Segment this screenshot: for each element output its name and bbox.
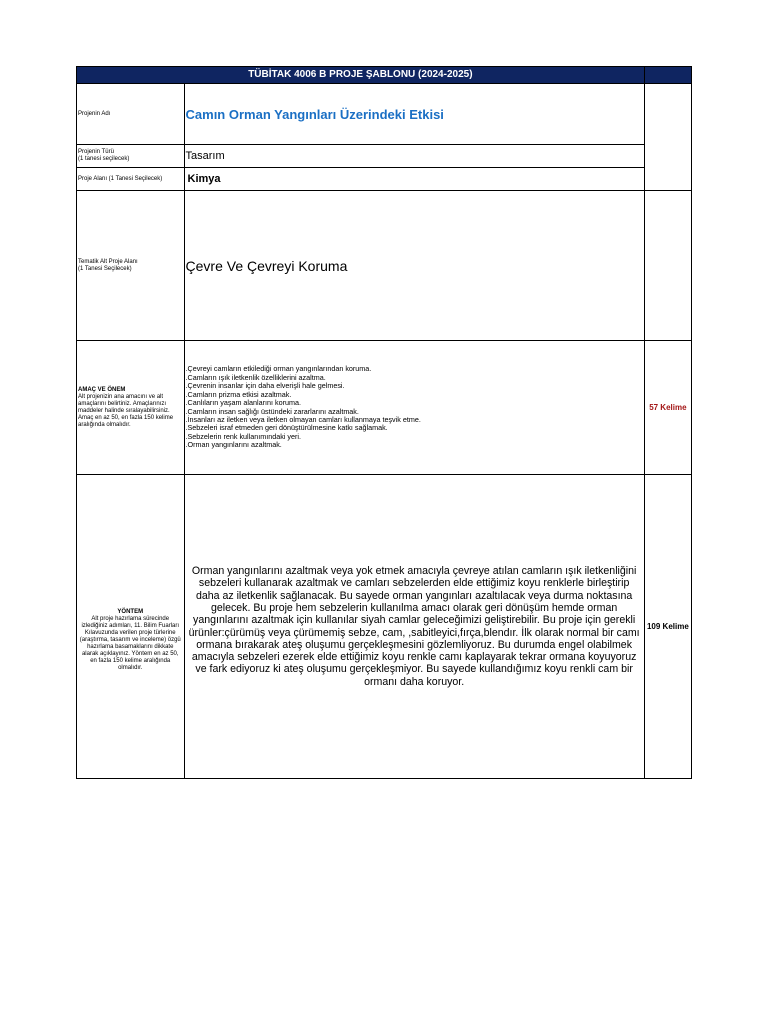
- aim-item: .Canlıların yaşam alanlarını koruma.: [185, 398, 301, 408]
- aim-item: .Sebzelerin renk kullanımındaki yeri.: [185, 431, 301, 441]
- project-name-value[interactable]: Camın Orman Yangınları Üzerindeki Etkisi: [184, 84, 644, 145]
- method-content[interactable]: [184, 475, 644, 779]
- aim-item: .Camların ışık iletkenlik özelliklerini azaltma.: [185, 372, 326, 382]
- template-title: TÜBİTAK 4006 B PROJE ŞABLONU (2024-2025): [77, 67, 645, 84]
- aim-item: .Sebzeleri israf etmeden geri dönüştürülmesine katkı sağlamak.: [185, 423, 388, 433]
- project-area-row: [77, 168, 692, 191]
- aim-item: .Çevreyi camların etkilediği orman yangınlarından koruma.: [185, 364, 372, 374]
- aim-item: .Orman yangınlarını azaltmak.: [185, 440, 282, 450]
- aim-label: AMAÇ VE ÖNEM Alt projenizin ana amacını ve alt amaçlarını belirtiniz. Amaçlarınızı maddeler halinde sıralayabilirsiniz. Amaç en az 50, en fazla 150 kelime aralığında olmalıdır.: [77, 341, 185, 475]
- method-word-count: 109 Kelime: [644, 475, 691, 779]
- thematic-area-row: [77, 191, 692, 341]
- project-area-label: Proje Alanı (1 Tanesi Seçilecek): [77, 168, 185, 191]
- project-type-row: [77, 145, 692, 168]
- aim-word-count: 57 Kelime: [644, 341, 691, 475]
- aim-item: .Camların prizma etkisi azaltmak.: [185, 389, 292, 399]
- project-name-row: [77, 84, 692, 145]
- header-row: [77, 67, 692, 84]
- method-text: Orman yangınlarını azaltmak veya yok etmek amacıyla çevreye atılan camların ışık iletkenliğini sebzeleri kullanarak azaltmak ve camları sebzelerden elde ettiğimiz koyu renklerle birleştirip daha az iletkenlik sağlanacak. Bu sayede orman yangınları azaltılacak veya durma noktasına gelecek. Bu proje hem sebzelerin kullanılma amacı olarak geri dönüşüm hemde orman yangınlarını azaltmak için kullanılar siyah camlar geleceğimizi geliştirebilir. Bu proje için gerekli ürünler:çürümüş veya çürümemiş sebze, cam, ,sabitleyici,fırça,blendır. İlk olarak normal bir camı ormana bırakarak ateş oluşumu gerçekleşmesini gözlemliyoruz. Bu durumda engel olabilmek amacıyla sebzeleri ezerek elde ettiğimiz koyu renkle camı kaplayarak tekrar ormana koyuyoruz ve fark ediyoruz ki ateş oluşumu gerçekleşmiyor. Bu sayede kullandığımız koyu renkli cam bir ormanı daha koruyor.: [188, 565, 640, 688]
- project-template-table: [76, 66, 692, 779]
- aim-item: .İnsanları az iletken veya iletken olmayan camları kullanmaya teşvik etme.: [185, 414, 421, 424]
- aim-item: .Çevrenin insanlar için daha elverişli hale gelmesi.: [185, 381, 345, 391]
- project-type-value[interactable]: Tasarım: [184, 145, 644, 168]
- side-cell-theme: [644, 191, 691, 341]
- header-side-cell: [644, 67, 691, 84]
- project-type-label: Projenin Türü (1 tanesi seçilecek): [77, 145, 185, 168]
- project-name-label: Projenin Adı: [77, 84, 185, 145]
- thematic-area-label: Tematik Alt Proje Alanı (1 Tanesi Seçilecek): [77, 191, 185, 341]
- method-label: YÖNTEM Alt proje hazırlama sürecinde izlediğiniz adımları, 11. Bilim Fuarları Kılavuzunda verilen proje türlerine (araştırma, tasarım ve inceleme) özgü hazırlama basamaklarını dikkate alarak açıklayınız. Yöntem en az 50, en fazla 150 kelime aralığında olmalıdır.: [77, 475, 185, 779]
- aim-row: [77, 341, 692, 475]
- thematic-area-value[interactable]: Çevre Ve Çevreyi Koruma: [184, 191, 644, 341]
- aim-item: .Camların insan sağlığı üstündeki zararlarını azaltmak.: [185, 406, 359, 416]
- method-row: [77, 475, 692, 779]
- aim-content[interactable]: [184, 341, 644, 475]
- project-area-value[interactable]: Kimya: [184, 168, 644, 191]
- side-cell-top: [644, 84, 691, 191]
- aim-list: [185, 365, 644, 449]
